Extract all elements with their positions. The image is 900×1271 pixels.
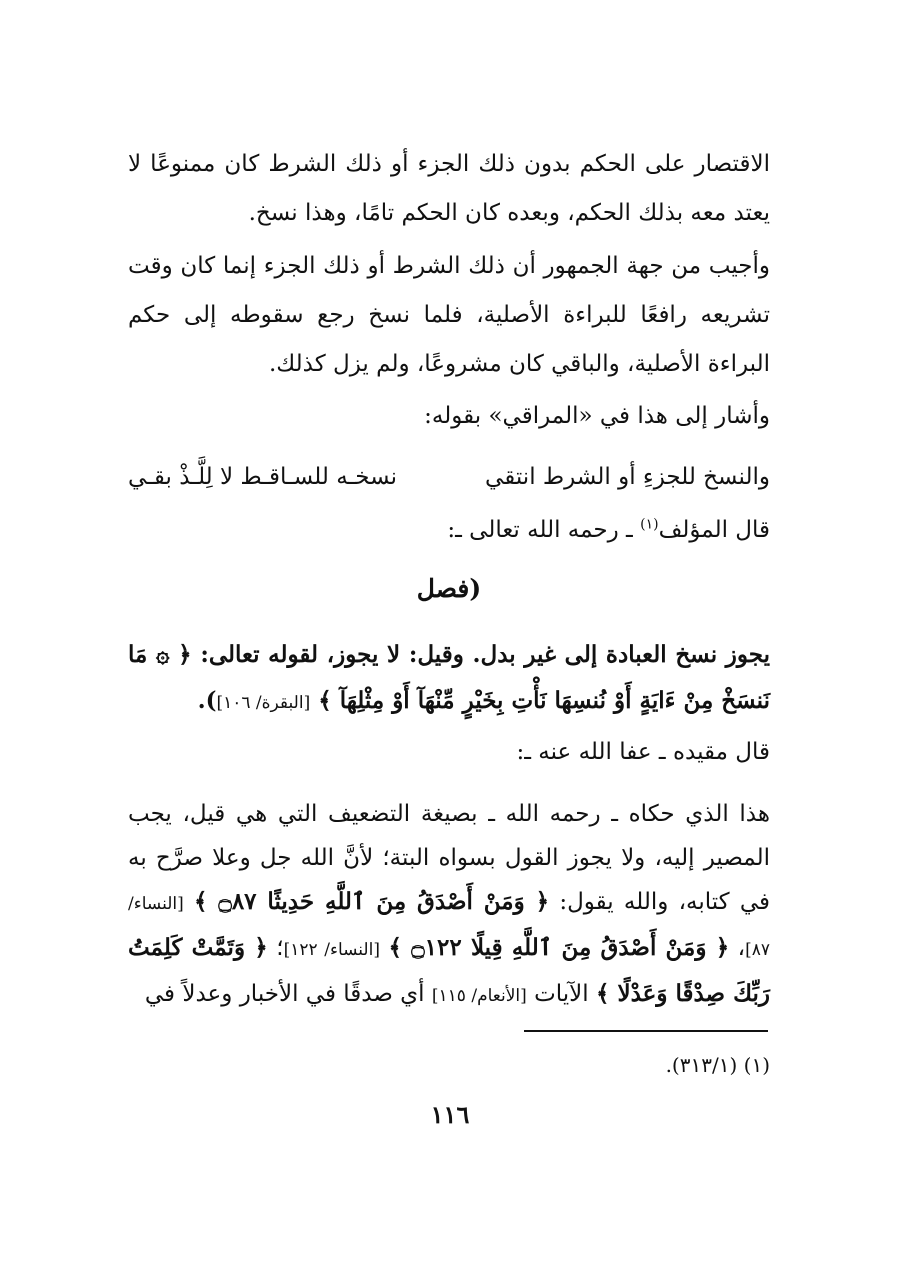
section-title: (فصل <box>416 574 482 603</box>
citation-nisa-87: [النساء/ ٨٧] <box>128 894 771 960</box>
citation-baqara: [البقرة/ ١٠٦] <box>216 693 311 713</box>
paragraph-2: وأجيب من جهة الجمهور أن ذلك الشرط أو ذلك الجزء إنما كان وقت تشريعه رافعًا للبراءة الأصلية، فلما نسخ رجع سقوطه إلى حكم البراءة الأصلية، والباقي كان مشروعًا، ولم يزل كذلك. <box>128 253 770 377</box>
quran-verse-nisa-122: ﴿ وَمَنْ أَصْدَقُ مِنَ ٱللَّهِ قِيلًا ۝١٢٢ ﴾ <box>388 934 730 961</box>
author-said-line <box>128 506 770 555</box>
verse-second-hemistich: نسخـه للسـاقـط لا لِلَّـذْ بقـي <box>128 464 398 490</box>
citation-nisa-122: [النساء/ ١٢٢] <box>283 940 380 960</box>
page-number: ١١٦ <box>430 1100 470 1129</box>
paragraph-1: الاقتصار على الحكم بدون ذلك الجزء أو ذلك الشرط كان ممنوعًا لا يعتد معه بذلك الحكم، وبعده كان الحكم تامًا، وهذا نسخ. <box>128 151 770 226</box>
footnote-separator <box>524 1030 768 1032</box>
author-said-prefix: قال المؤلف <box>658 517 770 543</box>
separator-2: ؛ <box>267 935 284 961</box>
rule-paragraph <box>128 632 770 726</box>
author-said-suffix: ـ رحمه الله تعالى ـ: <box>447 517 633 543</box>
quran-verse-baqara: ﴿ ۞ مَا نَنسَخْ مِنْ ءَايَةٍ أَوْ نُنسِهَا نَأْتِ بِخَيْرٍ مِّنْهَآ أَوْ مِثْلِهَآ ﴾ <box>128 641 770 714</box>
commentary-part-2: الآيات <box>526 981 596 1007</box>
footnote: (١) (٣١٣/١). <box>665 1053 770 1077</box>
quran-verse-anam-115: ﴿ وَتَمَّتْ كَلِمَتُ رَبِّكَ صِدْقًا وَعَدْلًا ﴾ <box>128 934 770 1007</box>
footnote-marker: (١) <box>640 516 659 533</box>
commentary-part-3: أي صدقًا في الأخبار وعدلاً في <box>144 981 432 1007</box>
commentator-said-line: قال مقيده ـ عفا الله عنه ـ: <box>516 739 770 765</box>
quran-verse-nisa-87: ﴿ وَمَنْ أَصْدَقُ مِنَ ٱللَّهِ حَدِيثًا ۝٨٧ ﴾ <box>193 888 550 915</box>
commentary-paragraph <box>128 792 770 1018</box>
rule-end: ). <box>197 687 217 714</box>
paragraph-3: وأشار إلى هذا في «المراقي» بقوله: <box>424 403 770 429</box>
poetry-verse <box>128 453 770 502</box>
citation-anam-115: [الأنعام/ ١١٥] <box>431 986 527 1006</box>
rule-text: يجوز نسخ العبادة إلى غير بدل. وقيل: لا يجوز، لقوله تعالى: <box>200 641 771 668</box>
commentary-part-1: هذا الذي حكاه ـ رحمه الله ـ بصيغة التضعيف التي هي قيل، يجب المصير إليه، ولا يجوز القول بسواه البتة؛ لأنَّ الله جل وعلا صرَّح به في كتابه، والله يقول: <box>128 801 771 915</box>
separator-1: ، <box>729 935 746 961</box>
verse-first-hemistich: والنسخ للجزءِ أو الشرط انتقي <box>485 464 770 490</box>
